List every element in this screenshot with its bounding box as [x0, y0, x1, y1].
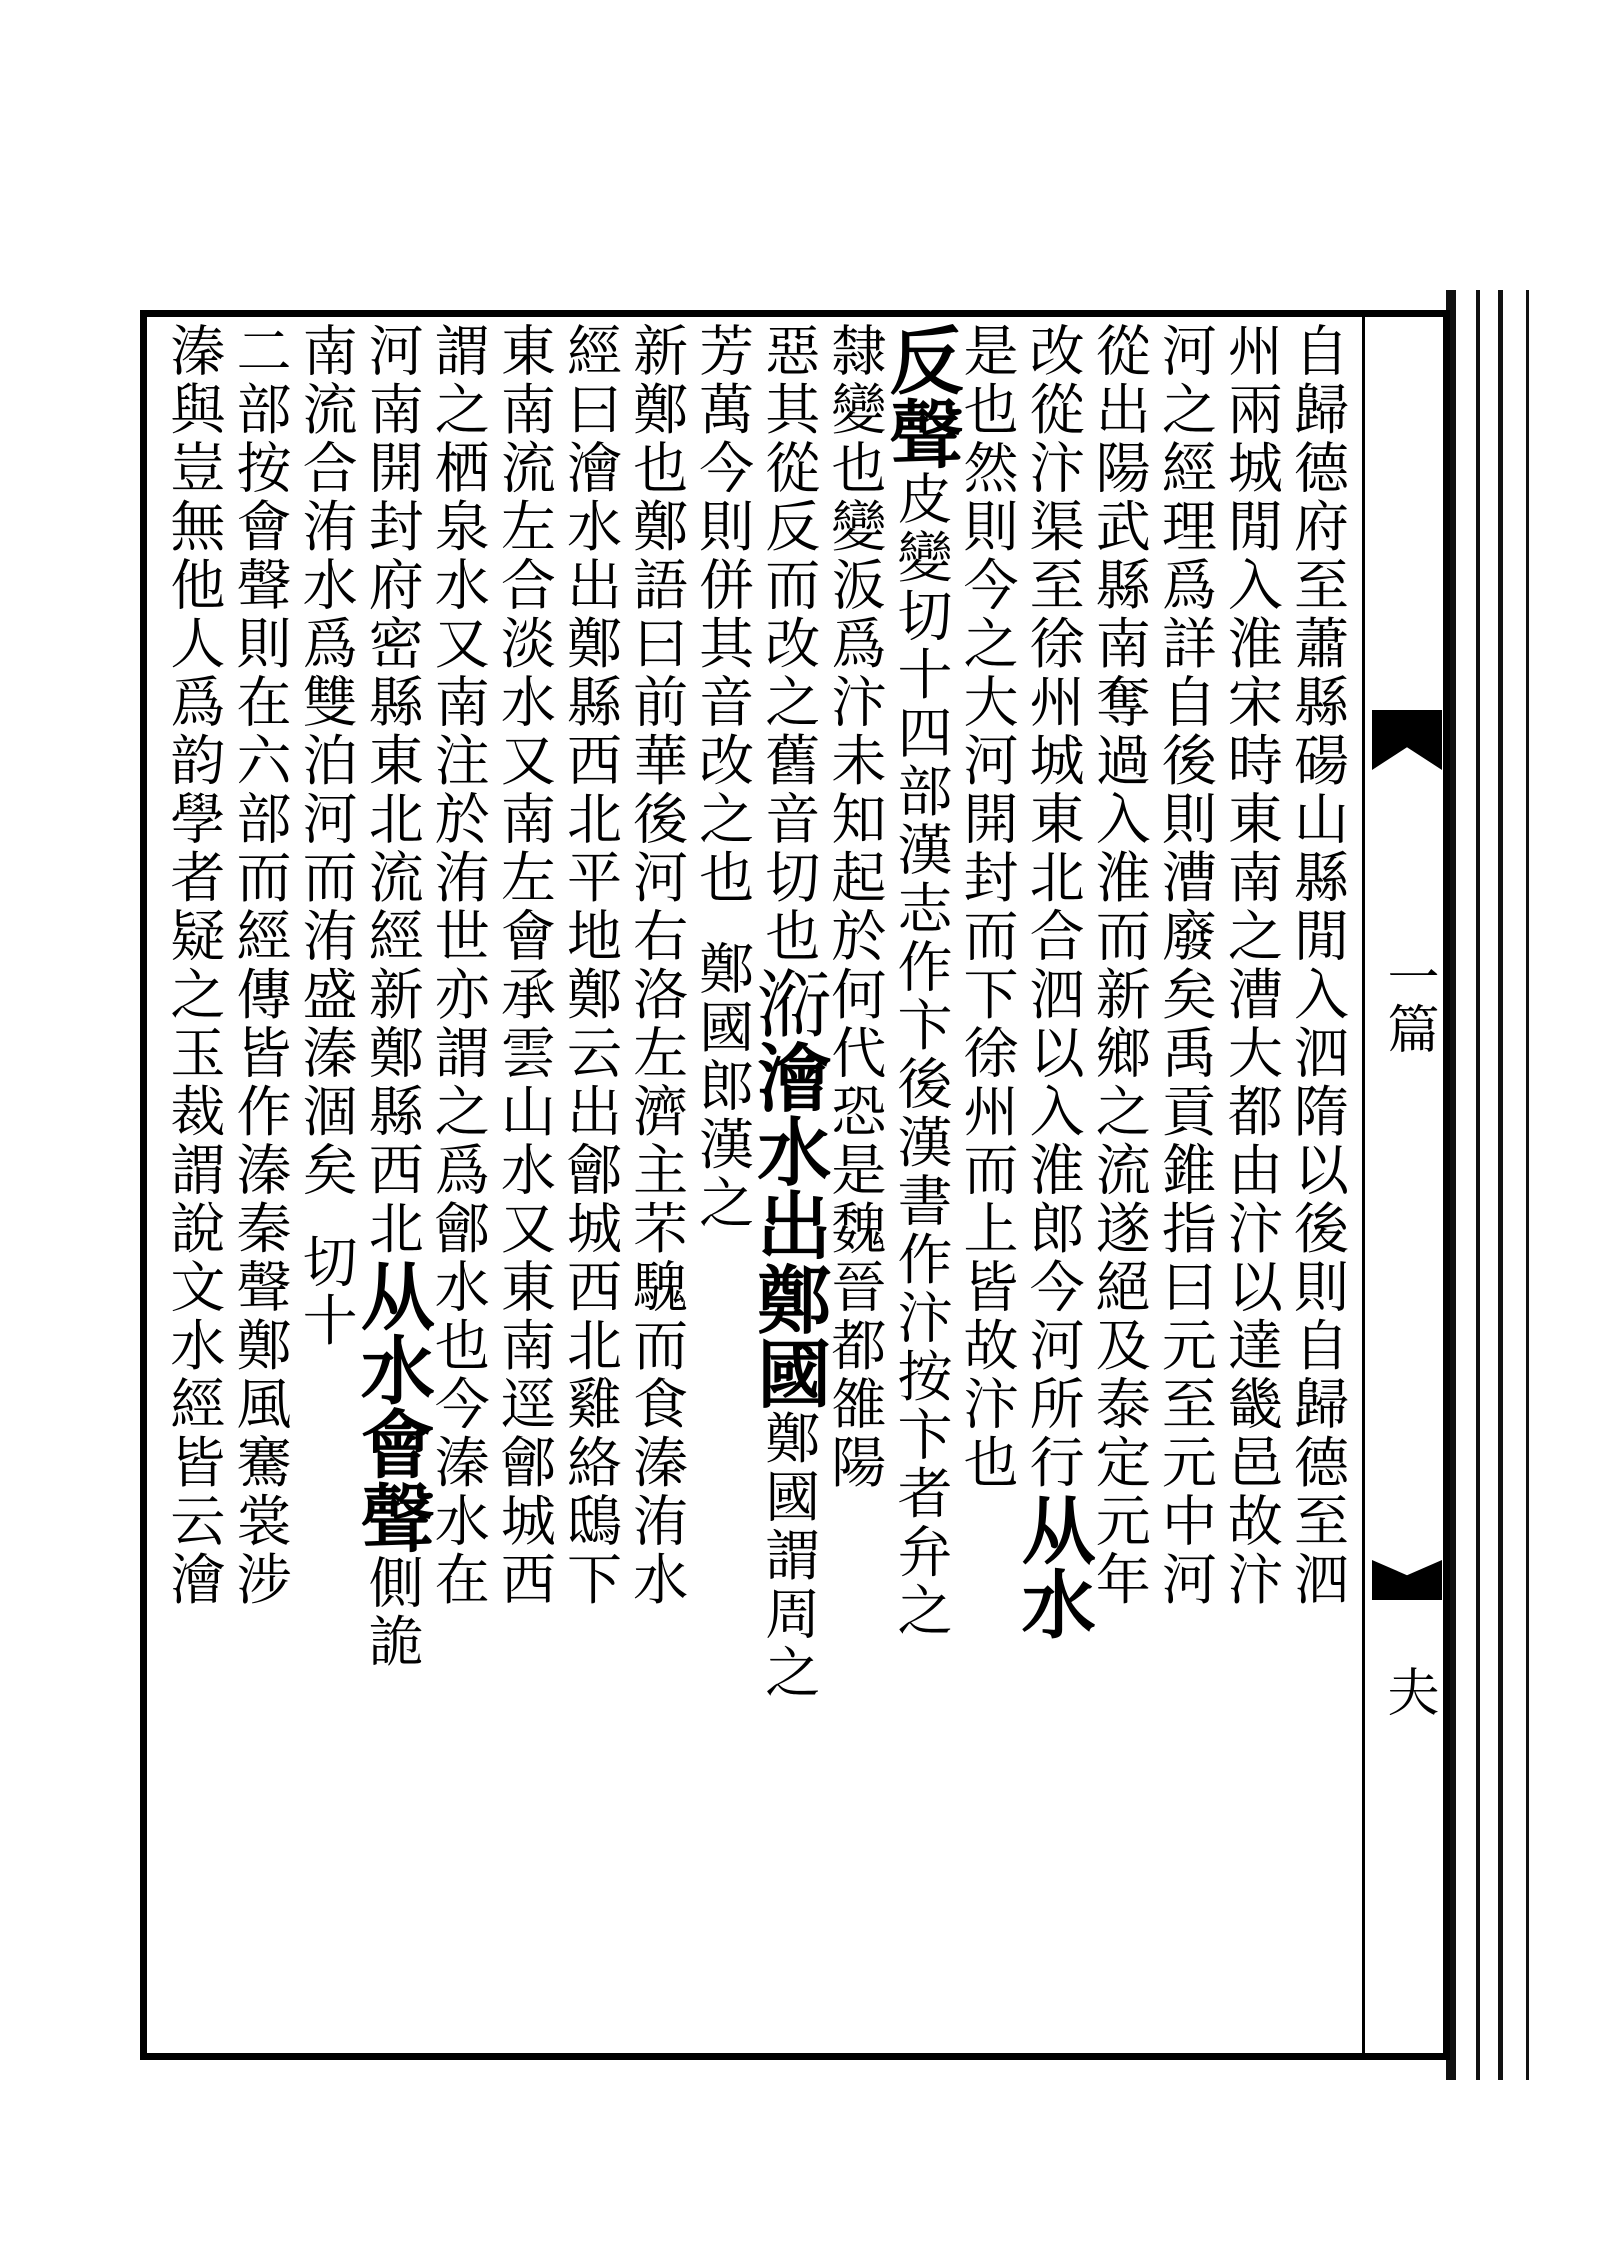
text-run: 从水會聲: [348, 1258, 435, 1554]
text-column: [1218, 322, 1284, 2048]
text-column: [877, 322, 964, 2048]
text-run: 溱與豈無他人爲韵學者疑之玉裁謂說文水經皆云澮: [161, 322, 226, 1609]
text-column: [689, 322, 755, 2048]
text-run: 河之經理爲詳自後則漕廢矣禹貢錐指曰元至元中河: [1152, 322, 1217, 1609]
text-run: 南流合洧水爲雙泊河而洧盛溱涸矣: [293, 322, 358, 1200]
chapter-mark: 一篇: [1378, 950, 1438, 1054]
text-run: 鄭國謂周之: [756, 1409, 821, 1702]
text-column: [491, 322, 557, 2048]
page-spine-edge: [1446, 290, 1556, 2080]
text-column: [745, 322, 832, 2048]
text-run: 州兩城閒入淮宋時東南之漕大都由汴以達畿邑故汴: [1218, 322, 1283, 1609]
text-run: 惡其從反而改之舊音切也: [756, 322, 821, 966]
text-column: [293, 322, 359, 2048]
text-column: [226, 322, 292, 2048]
text-run: 切十: [293, 1232, 358, 1350]
text-run: 改從汴渠至徐州城東北合泗以入淮郎今河所行: [1020, 322, 1085, 1492]
text-run: 側詭: [359, 1554, 424, 1671]
text-run: 東南流左合淡水又南左會承雲山水又東南逕鄶城西: [491, 322, 556, 1609]
text-run: 是也然則今之大河開封而下徐州而上皆故汴也: [954, 322, 1019, 1492]
text-column: [1152, 322, 1218, 2048]
text-column: [160, 322, 226, 2048]
text-column: [1009, 322, 1096, 2048]
text-column: [348, 322, 435, 2048]
text-column: [1086, 322, 1152, 2048]
text-run: 鄭國郎漢之: [690, 940, 755, 1233]
body-text: [160, 322, 1350, 2048]
text-run: 芳萬今則併其音改之也: [690, 322, 755, 907]
text-run: 隸變也變汳爲汴未知起於何代恐是魏晉都雒陽: [822, 322, 887, 1492]
text-column: [557, 322, 623, 2048]
text-run: 從出陽武縣南奪過入淮而新鄉之流遂絕及泰定元年: [1086, 322, 1151, 1609]
center-gutter: [1362, 310, 1446, 2060]
text-run: 反聲: [877, 322, 964, 470]
text-run: 𣶹: [745, 965, 832, 1040]
text-column: [1284, 322, 1350, 2048]
text-run: 澮水出鄭國: [745, 1039, 832, 1410]
text-run: 謂之栖泉水又南注於洧世亦謂之爲鄶水也今溱水在: [425, 322, 490, 1609]
text-run: 新鄭也鄭語曰前華後河右洛左濟主芣騩而食溱洧水: [624, 322, 689, 1609]
text-run: 皮變切十四部漢志作卞後漢書作汴按卞者弁之: [888, 470, 953, 1640]
text-run: 河南開封府密縣東北流經新鄭縣西北: [359, 322, 424, 1258]
text-column: [425, 322, 491, 2048]
text-run: 自歸德府至蕭縣碭山縣閒入泗隋以後則自歸德至泗: [1285, 322, 1349, 1609]
text-run: 經曰澮水出鄭縣西北平地鄭云出鄶城西北雞絡鴟下: [557, 322, 622, 1609]
text-run: 从水: [1009, 1492, 1096, 1640]
leaf-mark: 夫: [1378, 1665, 1438, 1717]
text-column: [623, 322, 689, 2048]
text-run: 二部按會聲則在六部而經傳皆作溱秦聲鄭風騫裳涉: [227, 322, 292, 1609]
text-column: [953, 322, 1019, 2048]
